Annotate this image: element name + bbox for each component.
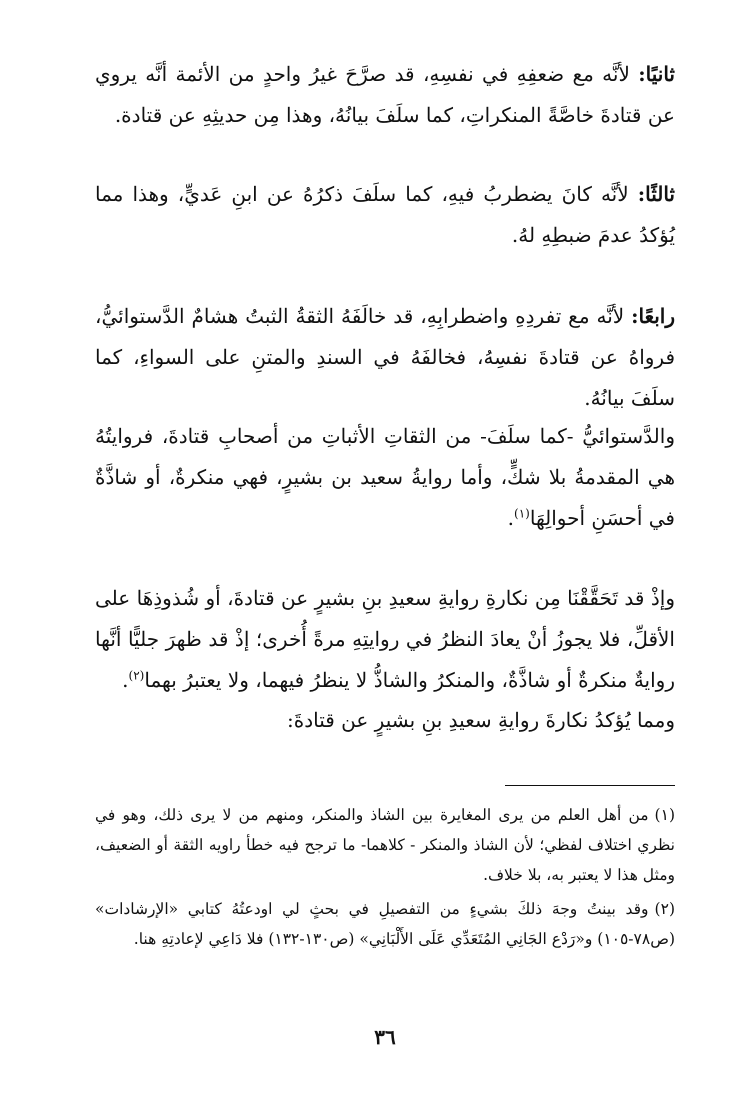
paragraph-fourth-reason	[95, 296, 675, 419]
paragraph-lead: ثالثًا:	[637, 182, 675, 206]
footnote-1	[95, 800, 675, 890]
footnote-divider	[505, 785, 675, 786]
paragraph-transition	[95, 700, 675, 741]
paragraph-third-reason	[95, 174, 675, 256]
paragraph-text: والدَّستوائيُّ -كما سلَفَ- من الثقاتِ الأثباتِ من أصحابِ قتادةَ، فروايتُهُ هي المقدمةُ بلا شكٍّ، وأما روايةُ سعيد بن بشيرٍ، فهي منكرةٌ، أو شاذَّةٌ في أحسَنِ أحوالِهَا	[95, 424, 675, 530]
paragraph-second-reason	[95, 54, 675, 136]
paragraph-text: ومما يُؤكدُ نكارةَ روايةِ سعيدِ بنِ بشيرٍ عن قتادةَ:	[287, 708, 675, 732]
paragraph-text: لأنَّه مع ضعفِهِ في نفسِهِ، قد صرَّحَ غيرُ واحدٍ من الأئمة أنَّه يروي عن قتادةَ خاصَّةً المنكراتِ، كما سلَفَ بيانُهُ، وهذا مِن حديثِهِ عن قتادة.	[95, 62, 675, 127]
document-page	[95, 40, 675, 1080]
paragraph-end: .	[507, 506, 515, 530]
paragraph-end: .	[122, 668, 129, 692]
footnotes-section	[95, 800, 675, 958]
paragraph-conclusion	[95, 578, 675, 701]
footnote-text: من أهل العلم من يرى المغايرة بين الشاذ والمنكر، ومنهم من لا يرى ذلك، وهو في نظري اختلاف لفظي؛ لأن الشاذ والمنكر - كلاهما- ما ترجح فيه خطأ راويه الثقة أو الضعيف، ومثل هذا لا يعتبر به، بلا خلاف.	[95, 806, 675, 884]
page-number: ٣٦	[374, 1025, 396, 1049]
paragraph-text: لأنَّه مع تفردِهِ واضطرابِهِ، قد خالَفَهُ الثقةُ الثبتُ هشامٌ الدَّستوائيُّ، فرواهُ عن قتادةَ نفسِهُ، فخالفَهُ في السندِ والمتنِ على السواءِ، كما سلَفَ بيانُهُ.	[95, 304, 675, 410]
footnote-number: (٢)	[654, 900, 675, 918]
footnote-text: وقد بينتُ وجهَ ذلكَ بشيءٍ من التفصيلِ في بحثٍ لي اودعتُهُ كتابي «الإرشادات» (ص٧٨-١٠٥) و«رَدْع الجَانِي المُتَعَدِّي عَلَى الأَلْبَانِي» (ص١٣٠-١٣٢) فلا دَاعِي لإعادتِهِ هنا.	[95, 900, 675, 948]
paragraph-dastuwai	[95, 416, 675, 539]
footnote-ref[interactable]: (١)	[514, 506, 530, 521]
paragraph-text: لأنَّه كانَ يضطربُ فيهِ، كما سلَفَ ذكرُهُ عن ابنِ عَديٍّ، وهذا مما يُؤكدُ عدمَ ضبطِهِ لهُ.	[95, 182, 675, 247]
footnote-number: (١)	[654, 806, 675, 824]
footnote-ref[interactable]: (٢)	[128, 668, 145, 683]
paragraph-lead: رابعًا:	[631, 304, 675, 328]
paragraph-text: وإذْ قد تَحَقَّقْنَا مِن نكارةِ روايةِ سعيدِ بنِ بشيرٍ عن قتادةَ، أو شُذوذِهَا على الأقلِّ، فلا يجوزُ أنْ يعادَ النظرُ في روايتِهِ مرةً أُخرى؛ إذْ قد ظهرَ جليًّا أنَّها روايةٌ منكرةٌ أو شاذَّةٌ، والمنكرُ والشاذُّ لا ينظرُ فيهما، ولا يعتبرُ بهما	[95, 586, 675, 692]
paragraph-lead: ثانيًا:	[638, 62, 675, 86]
footnote-2	[95, 894, 675, 954]
